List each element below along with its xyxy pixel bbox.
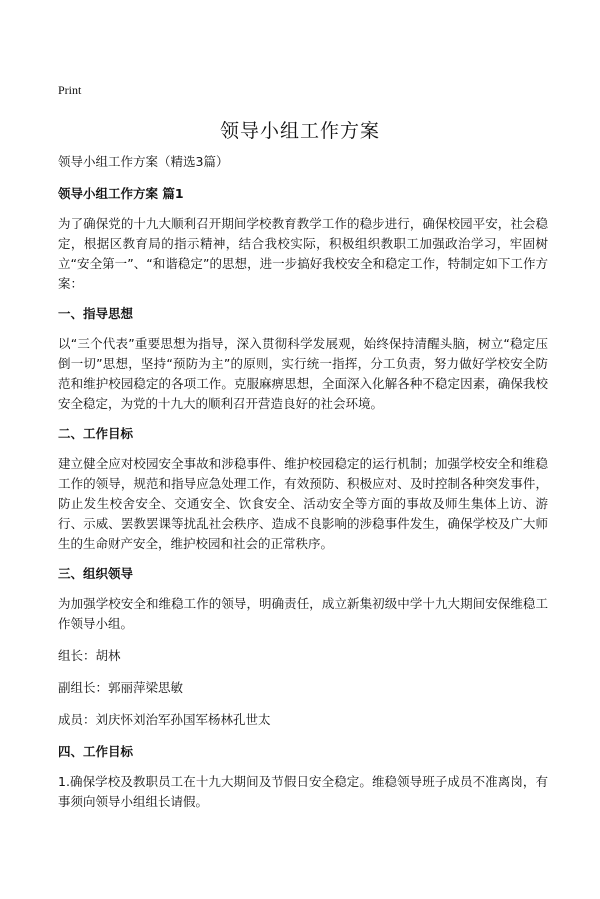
section-body-work-goals: 建立健全应对校园安全事故和涉稳事件、维护校园稳定的运行机制；加强学校安全和维稳工作的领导，规范和指导应急处理工作，有效预防、积极应对、及时控制各种突发事件，防止发生校舍安全、交通安全、饮食安全、活动安全等方面的事故及师生集体上访、游行、示威、罢教罢课等扰乱社会秩序、造成不良影响的涉稳事件发生，确保学校及广大师生的生命财产安全，维护校园和社会的正常秩序。 — [58, 456, 548, 551]
part-heading: 领导小组工作方案 篇1 — [58, 186, 184, 201]
document-title: 领导小组工作方案 — [219, 120, 380, 142]
section-body-work-goals-2: 1.确保学校及教职员工在十九大期间及节假日安全稳定。维稳领导班子成员不准离岗，有事须向领导小组组长请假。 — [58, 774, 548, 809]
section-body-leadership: 为加强学校安全和维稳工作的领导，明确责任，成立新集初级中学十九大期间安保维稳工作领导小组。 — [58, 596, 548, 631]
print-link[interactable]: Print — [58, 83, 82, 97]
section-body-guiding-ideology: 以“三个代表”重要思想为指导，深入贯彻科学发展观，始终保持清醒头脑，树立“稳定压倒一切”思想，坚持“预防为主”的原则，实行统一指挥，分工负责，努力做好学校安全防范和维护校园稳定的各项工作。克服麻痹思想，全面深入化解各种不稳定因素，确保我校安全稳定，为党的十九大的顺利召开营造良好的社会环境。 — [58, 336, 548, 411]
document-body — [58, 152, 548, 822]
document-subtitle: 领导小组工作方案（精选3篇） — [58, 154, 229, 169]
section-heading-leadership: 三、组织领导 — [58, 566, 134, 581]
section-heading-guiding-ideology: 一、指导思想 — [58, 306, 134, 321]
intro-paragraph: 为了确保党的十九大顺利召开期间学校教育教学工作的稳步进行，确保校园平安，社会稳定，根据区教育局的指示精神，结合我校实际，积极组织教职工加强政治学习，牢固树立“安全第一”、“和谐稳定”的思想，进一步搞好我校安全和稳定工作，特制定如下工作方案： — [58, 216, 548, 291]
section-heading-work-goals-2: 四、工作目标 — [58, 744, 134, 759]
section-heading-work-goals: 二、工作目标 — [58, 426, 134, 441]
leader-line: 组长：胡林 — [58, 648, 121, 663]
deputy-leader-line: 副组长：郭丽萍梁思敏 — [58, 680, 184, 695]
members-line: 成员：刘庆怀刘治军孙国军杨林孔世太 — [58, 712, 271, 727]
